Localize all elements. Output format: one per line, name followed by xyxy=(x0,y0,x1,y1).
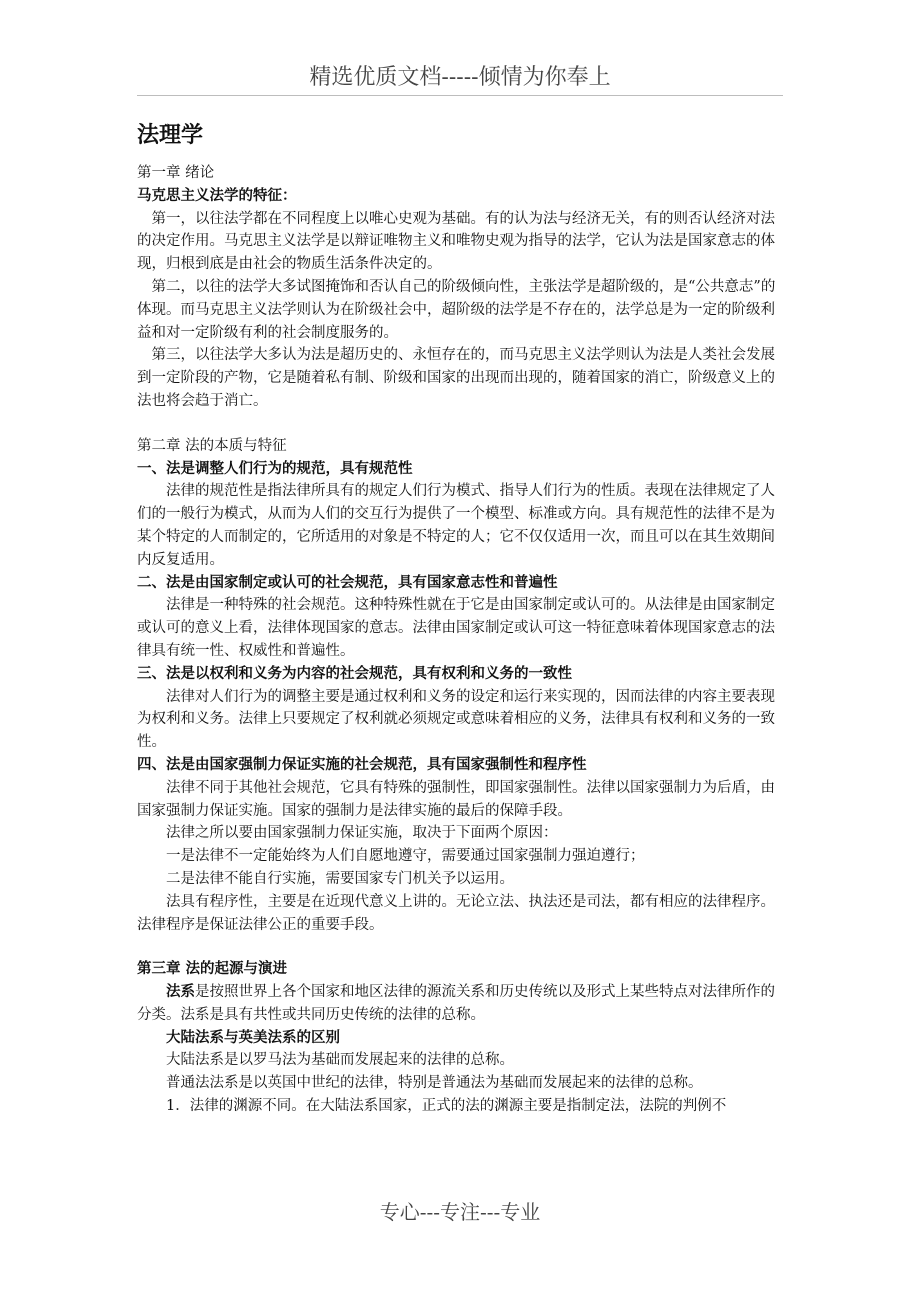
section-3-title: 三、法是以权利和义务为内容的社会规范，具有权利和义务的一致性 xyxy=(137,664,572,682)
section-1-title: 一、法是调整人们行为的规范，具有规范性 xyxy=(137,459,413,477)
section-3-body: 法律对人们行为的调整主要是通过权利和义务的设定和运行来实现的，因而法律的内容主要表现为权利和义务。法律上只要规定了权利就必须规定或意味着相应的义务，法律具有权利和义务的一致性。 xyxy=(137,688,775,751)
section-4-body-3: 一是法律不一定能始终为人们自愿地遵守，需要通过国家强制力强迫遵行； xyxy=(166,848,645,865)
chapter-1-subheading: 马克思主义法学的特征： xyxy=(137,186,297,204)
spacer xyxy=(137,936,783,958)
chapter-1-paragraph-2: 第二，以往的法学大多试图掩饰和否认自己的阶级倾向性，主张法学是超阶级的，是“公共意志”的体现。而马克思主义法学则认为在阶级社会中，超阶级的法学是不存在的，法学总是为一定的阶级利益和对一定阶级有利的社会制度服务的。 xyxy=(137,278,776,341)
chapter-1-heading: 第一章 绪论 xyxy=(137,165,215,181)
section-1-body: 法律的规范性是指法律所具有的规定人们行为模式、指导人们行为的性质。表现在法律规定了人们的一般行为模式，从而为人们的交互行为提供了一个模型、标准或方向。具有规范性的法律不是为某个特定的人而制定的，它所适用的对象是不特定的人；它不仅仅适用一次，而且可以在其生效期间内反复适用。 xyxy=(137,483,775,568)
chapter-3-paragraph-2: 普通法法系是以英国中世纪的法律，特别是普通法为基础而发展起来的法律的总称。 xyxy=(166,1075,703,1092)
page-footer: 专心---专注---专业 xyxy=(379,1200,541,1224)
legal-system-definition-text: 是按照世界上各个国家和地区法律的源流关系和历史传统以及形式上某些特点对法律所作的分类。法系是具有共性或共同历史传统的法律的总称。 xyxy=(137,984,775,1023)
legal-system-term: 法系 xyxy=(166,983,195,1001)
chapter-1-paragraph-3: 第三，以往法学大多认为法是超历史的、永恒存在的，而马克思主义法学则认为法是人类社会发展到一定阶段的产物，它是随着私有制、阶级和国家的出现而出现的，随着国家的消亡，阶级意义上的法也将会趋于消亡。 xyxy=(137,347,775,409)
section-4-body-2: 法律之所以要由国家强制力保证实施，取决于下面两个原因： xyxy=(166,825,558,842)
section-4-body-4: 二是法律不能自行实施，需要国家专门机关予以运用。 xyxy=(166,870,514,887)
section-4-body-5: 法具有程序性，主要是在近现代意义上讲的。无论立法、执法还是司法，都有相应的法律程序。法律程序是保证法律公正的重要手段。 xyxy=(137,893,775,933)
spacer xyxy=(137,413,783,435)
document-body xyxy=(137,118,783,1118)
section-2-title: 二、法是由国家制定或认可的社会规范，具有国家意志性和普遍性 xyxy=(137,573,558,591)
section-4-body-1: 法律不同于其他社会规范，它具有特殊的强制性，即国家强制性。法律以国家强制力为后盾，由国家强制力保证实施。国家的强制力是法律实施的最后的保障手段。 xyxy=(137,779,775,819)
chapter-2-heading: 第二章 法的本质与特征 xyxy=(137,437,287,454)
legal-system-definition xyxy=(137,981,783,1027)
chapter-3-subheading: 大陆法系与英美法系的区别 xyxy=(166,1028,340,1046)
document-title: 法理学 xyxy=(137,122,204,148)
page-header: 精选优质文档-----倾情为你奉上 xyxy=(309,65,611,90)
section-2-body: 法律是一种特殊的社会规范。这种特殊性就在于它是由国家制定或认可的。从法律是由国家制定或认可的意义上看，法律体现国家的意志。法律由国家制定或认可这一特征意味着体现国家意志的法律具有统一性、权威性和普遍性。 xyxy=(137,597,775,659)
chapter-1-paragraph-1: 第一，以往法学都在不同程度上以唯心史观为基础。有的认为法与经济无关，有的则否认经济对法的决定作用。马克思主义法学是以辩证唯物主义和唯物史观为指导的法学，它认为法是国家意志的体现，归根到底是由社会的物质生活条件决定的。 xyxy=(137,210,775,273)
section-4-title: 四、法是由国家强制力保证实施的社会规范，具有国家强制性和程序性 xyxy=(137,755,587,773)
chapter-3-heading: 第三章 法的起源与演进 xyxy=(137,960,288,978)
header-divider xyxy=(137,95,783,96)
chapter-3-paragraph-3: 1．法律的渊源不同。在大陆法系国家，正式的法的渊源主要是指制定法，法院的判例不 xyxy=(166,1098,727,1115)
chapter-3-paragraph-1: 大陆法系是以罗马法为基础而发展起来的法律的总称。 xyxy=(166,1052,514,1069)
